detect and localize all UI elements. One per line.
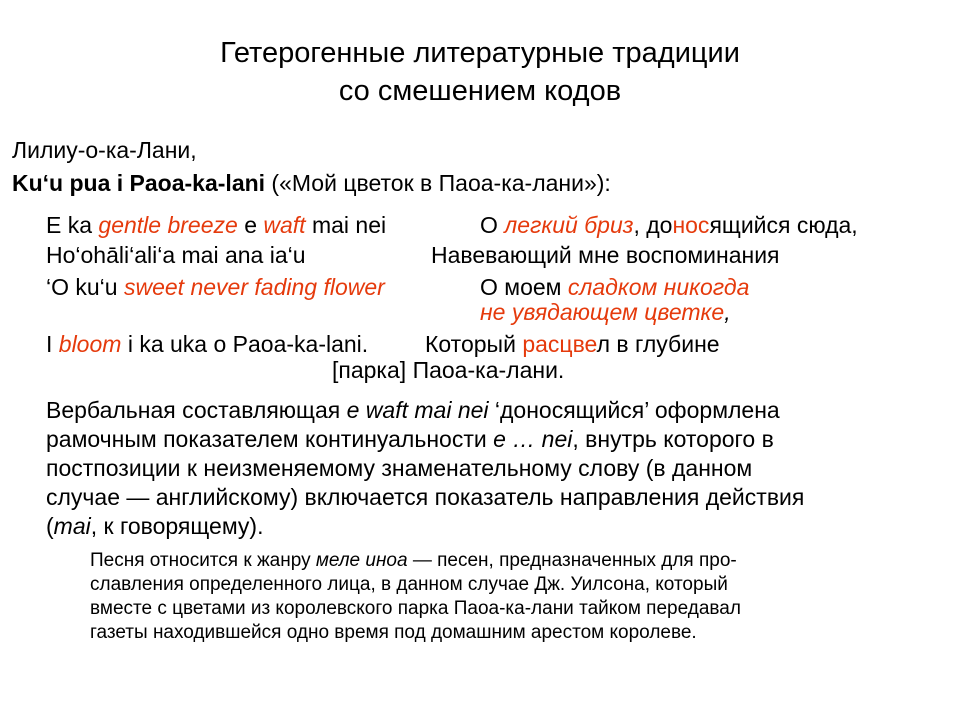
song-intro bbox=[12, 134, 611, 200]
translation-highlight: сладком никогда bbox=[567, 274, 750, 300]
paragraph-line bbox=[46, 396, 946, 425]
note-line: славления определенного лица, в данном случае Дж. Уилсона, который bbox=[90, 574, 728, 595]
italic-term: e waft mai nei bbox=[346, 397, 489, 423]
song-title: Ku‘u pua i Paoa-ka-lani bbox=[12, 170, 266, 196]
verse-text: ящийся сюда, bbox=[709, 212, 858, 238]
note-line: газеты находившейся одно время под домашним арестом королеве. bbox=[90, 622, 697, 643]
translation-highlight: легкий бриз bbox=[504, 212, 634, 238]
verse-4-russian-line-2: [парка] Паоа-ка-лани. bbox=[332, 357, 565, 383]
verse-text: ‘O ku‘u bbox=[46, 274, 124, 300]
verse-text: О bbox=[480, 212, 505, 238]
verse-3-hawaiian bbox=[46, 273, 385, 302]
english-insert: sweet never fading flower bbox=[123, 274, 385, 300]
text: , к говорящему). bbox=[90, 513, 264, 539]
verse-text: E ka bbox=[46, 212, 99, 238]
translation-highlight: расцве bbox=[522, 331, 597, 357]
song-translation: («Мой цветок в Паоа-ка-лани»): bbox=[265, 170, 611, 196]
verse-2-russian: Навевающий мне воспоминания bbox=[431, 242, 780, 268]
verse-4-russian bbox=[425, 330, 720, 359]
verse-text: mai nei bbox=[305, 212, 387, 238]
paragraph-line bbox=[46, 512, 946, 541]
title-line-1: Гетерогенные литературные традиции bbox=[220, 37, 740, 69]
title-line-2: со смешением кодов bbox=[338, 75, 622, 107]
analysis-paragraph bbox=[46, 396, 946, 541]
text: Вербальная составляющая bbox=[46, 397, 347, 423]
paragraph-line: постпозиции к неизменяемому знаменательному слову (в данном bbox=[46, 455, 753, 481]
verse-text: О моем bbox=[480, 274, 568, 300]
text: ‘доносящийся’ оформлена bbox=[488, 397, 780, 423]
text: — песен, предназначенных для про- bbox=[407, 550, 737, 571]
note-line bbox=[90, 549, 940, 573]
verse-text: e bbox=[237, 212, 264, 238]
text: ( bbox=[46, 513, 54, 539]
english-insert: waft bbox=[263, 212, 306, 238]
verse-2-hawaiian: Ho‘ohāli‘ali‘a mai ana ia‘u bbox=[46, 242, 306, 268]
italic-term: меле иноа bbox=[315, 550, 408, 571]
verse-text: , bbox=[724, 299, 731, 325]
translation-highlight: не увядающем цветке bbox=[480, 299, 725, 325]
paragraph-line: случае — английскому) включается показатель направления действия bbox=[46, 484, 805, 510]
verse-text: i ka uka o Paoa-ka-lani. bbox=[121, 331, 369, 357]
english-insert: bloom bbox=[58, 331, 122, 357]
text: , внутрь которого в bbox=[572, 426, 774, 452]
verse-1-hawaiian bbox=[46, 211, 386, 240]
song-title-line bbox=[12, 167, 611, 200]
paragraph-line bbox=[46, 425, 946, 454]
translation-highlight: нос bbox=[672, 212, 710, 238]
text: рамочным показателем континуальности bbox=[46, 426, 494, 452]
verse-1-russian bbox=[480, 211, 858, 240]
text: Песня относится к жанру bbox=[90, 550, 316, 571]
verse-4-hawaiian bbox=[46, 330, 368, 359]
slide-title bbox=[0, 34, 960, 110]
verse-text: Который bbox=[425, 331, 523, 357]
verse-3-russian-line-2 bbox=[480, 298, 731, 327]
verse-text: I bbox=[46, 331, 59, 357]
note-line: вместе с цветами из королевского парка Паоа-ка-лани тайком передавал bbox=[90, 598, 741, 619]
italic-term: mai bbox=[53, 513, 91, 539]
italic-term: e … nei bbox=[493, 426, 573, 452]
footnote bbox=[90, 549, 940, 645]
verse-text: л в глубине bbox=[596, 331, 720, 357]
author-name: Лилиу-о-ка-Лани, bbox=[12, 137, 197, 163]
english-insert: gentle breeze bbox=[98, 212, 238, 238]
verse-text: , до bbox=[633, 212, 673, 238]
